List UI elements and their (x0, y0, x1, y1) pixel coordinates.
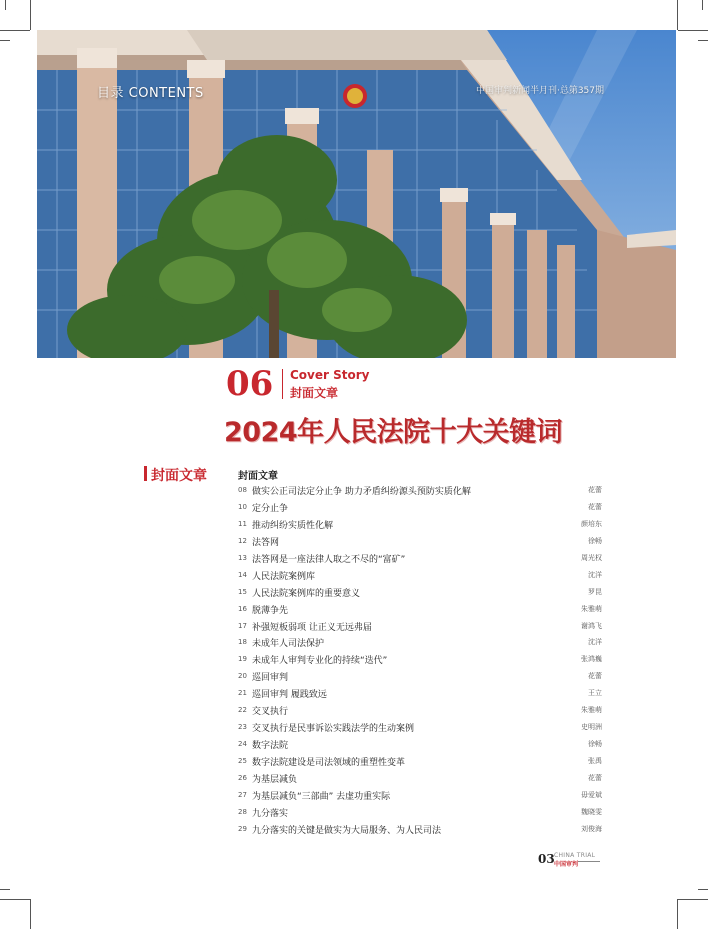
toc-page-number: 10 (238, 502, 247, 511)
toc-page-number: 13 (238, 553, 247, 562)
toc-entry[interactable] (238, 669, 602, 686)
crop-mark (0, 889, 10, 890)
toc-author: 徐畅 (588, 536, 602, 545)
toc-entry[interactable] (238, 737, 602, 754)
toc-title: 九分落实的关键是做实为大局服务、为人民司法 (252, 825, 442, 836)
crop-mark (0, 30, 30, 31)
toc-entry[interactable] (238, 619, 602, 636)
toc-author: 沈洋 (588, 638, 602, 647)
toc-page-number: 12 (238, 536, 247, 545)
toc-page-number: 16 (238, 604, 247, 613)
toc-page-number: 29 (238, 824, 247, 833)
hero-photo (37, 30, 676, 358)
toc-author: 颜培东 (581, 519, 602, 528)
toc-author: 张鸿巍 (581, 655, 602, 664)
toc-page-number: 22 (238, 706, 247, 715)
cover-story-label-en: Cover Story (290, 368, 370, 382)
toc-title: 交叉执行是民事诉讼实践法学的生动案例 (252, 724, 415, 735)
toc-author: 花蕾 (588, 773, 602, 782)
crop-mark (678, 30, 708, 31)
court-building-illustration (37, 30, 676, 358)
toc-entry[interactable] (238, 517, 602, 534)
toc-author: 花蕾 (588, 672, 602, 681)
toc-title: 做实公正司法定分止争 助力矛盾纠纷源头预防实质化解 (252, 487, 471, 497)
section-tag: 封面文章 (151, 468, 207, 484)
toc-page-number: 19 (238, 655, 247, 664)
toc-page-number: 08 (238, 486, 247, 494)
toc-title: 巡回审判 履践致远 (252, 690, 327, 701)
crop-mark (5, 0, 6, 10)
toc-title: 为基层减负“三部曲” 去虚功重实际 (252, 791, 391, 802)
toc-page-number: 24 (238, 740, 247, 749)
crop-mark (698, 889, 708, 890)
toc-page-number: 26 (238, 773, 247, 782)
toc-page-number: 20 (238, 672, 247, 681)
cover-story-headline: 2024年人民法院十大关键词 (224, 417, 563, 448)
crop-mark (0, 899, 30, 900)
toc-title: 法答网是一座法律人取之不尽的“富矿” (252, 554, 406, 565)
toc-page-number: 27 (238, 790, 247, 799)
toc-title: 法答网 (252, 537, 280, 548)
cover-story-label-cn: 封面文章 (290, 386, 339, 400)
toc-author: 花蕾 (588, 486, 602, 494)
toc-author: 朱雅萌 (581, 604, 602, 613)
toc-page-number: 28 (238, 807, 247, 816)
toc-entry[interactable] (238, 551, 602, 568)
toc-title: 定分止争 (252, 503, 289, 514)
toc-page-number: 11 (238, 519, 247, 528)
toc-author: 朱雅萌 (581, 706, 602, 715)
toc-entry[interactable] (238, 635, 602, 652)
crop-mark (677, 0, 678, 30)
crop-mark (30, 899, 31, 929)
toc-author: 张禹 (588, 757, 602, 765)
toc-page-number: 14 (238, 570, 247, 579)
toc-entry[interactable] (238, 771, 602, 788)
cover-story-number: 06 (226, 364, 274, 404)
toc-page-number: 18 (238, 638, 247, 647)
toc-entry[interactable] (238, 652, 602, 669)
toc-entry[interactable] (238, 720, 602, 737)
toc-title: 补强短板弱项 让正义无远弗届 (252, 622, 372, 633)
table-of-contents (238, 483, 602, 839)
toc-entry[interactable] (238, 754, 602, 771)
toc-heading: 封面文章 (238, 471, 278, 482)
toc-author: 沈洋 (588, 570, 602, 579)
toc-title: 未成年人审判专业化的持续“迭代” (252, 656, 388, 667)
toc-title: 巡回审判 (252, 673, 289, 684)
toc-title: 为基层减负 (252, 774, 298, 785)
toc-author: 王立 (588, 689, 602, 698)
toc-author: 毋爱斌 (581, 790, 602, 799)
toc-title: 未成年人司法保护 (252, 639, 325, 650)
crop-mark (698, 40, 708, 41)
toc-page-number: 21 (238, 689, 247, 698)
toc-entry[interactable] (238, 788, 602, 805)
footer-rule (578, 861, 600, 862)
toc-author: 谢鸿飞 (581, 621, 602, 630)
section-marker (144, 466, 147, 481)
crop-mark (678, 899, 708, 900)
page-number: 03 (538, 852, 555, 866)
footer-brand-en: CHINA TRIAL (554, 852, 596, 859)
footer-brand-cn: 中国审判 (554, 861, 579, 868)
toc-author: 徐畅 (588, 740, 602, 749)
toc-author: 魏晓雯 (581, 807, 602, 816)
toc-entry[interactable] (238, 534, 602, 551)
toc-author: 史明洲 (581, 723, 602, 732)
toc-entry[interactable] (238, 805, 602, 822)
crop-mark (0, 40, 10, 41)
toc-title: 人民法院案例库 (252, 571, 316, 582)
crop-mark (30, 0, 31, 30)
crop-mark (677, 899, 678, 929)
issue-info: 中国审判新闻半月刊·总第357期 (475, 86, 604, 96)
toc-page-number: 25 (238, 757, 247, 765)
toc-title: 脱薄争先 (252, 605, 289, 616)
toc-entry[interactable] (238, 822, 602, 839)
toc-author: 刘俊海 (581, 824, 602, 833)
toc-entry[interactable] (238, 686, 602, 703)
crop-mark (702, 0, 703, 10)
toc-entry[interactable] (238, 568, 602, 585)
toc-page-number: 23 (238, 723, 247, 732)
toc-entry[interactable] (238, 703, 602, 720)
toc-title: 人民法院案例库的重要意义 (252, 588, 361, 599)
toc-page-number: 15 (238, 587, 247, 596)
toc-title: 交叉执行 (252, 707, 289, 718)
toc-entry[interactable] (238, 500, 602, 517)
toc-entry[interactable] (238, 602, 602, 619)
toc-title: 数字法院 (252, 741, 289, 752)
toc-entry[interactable] (238, 585, 602, 602)
toc-entry[interactable] (238, 483, 602, 500)
toc-page-number: 17 (238, 621, 247, 630)
contents-label: 目录 CONTENTS (97, 86, 204, 101)
toc-title: 推动纠纷实质性化解 (252, 520, 334, 531)
divider (282, 369, 283, 399)
toc-title: 数字法院建设是司法领域的重塑性变革 (252, 758, 406, 768)
toc-author: 花蕾 (588, 502, 602, 511)
toc-author: 罗昆 (588, 587, 602, 596)
toc-author: 周光权 (581, 553, 602, 562)
toc-title: 九分落实 (252, 808, 289, 819)
